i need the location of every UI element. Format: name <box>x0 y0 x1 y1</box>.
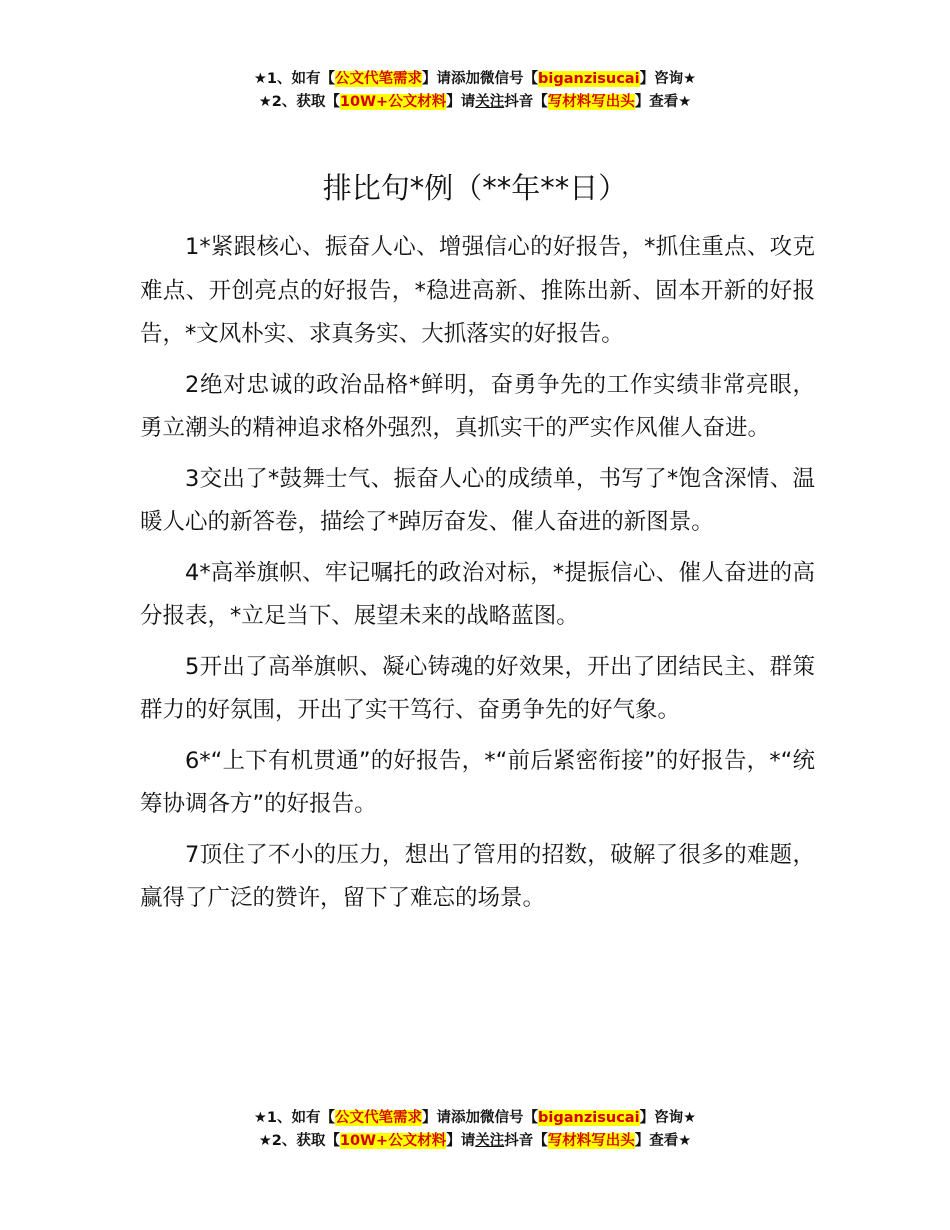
footer-line2-suffix: 】查看★ <box>634 1133 692 1149</box>
footer-banner <box>0 1107 950 1153</box>
footer-banner-line-2 <box>0 1130 950 1153</box>
header-line2-highlight-douyin: 写材料写出头 <box>547 94 635 110</box>
header-line2-middle-a: 】请 <box>446 94 476 110</box>
footer-line2-middle-a: 】请 <box>446 1133 476 1149</box>
header-line2-suffix: 】查看★ <box>634 94 692 110</box>
paragraph-6: 6*“上下有机贯通”的好报告，*“前后紧密衔接”的好报告，*“统筹协调各方”的好报告。 <box>140 747 815 817</box>
footer-banner-line-1 <box>0 1107 950 1130</box>
footer-line2-highlight-douyin: 写材料写出头 <box>547 1133 635 1149</box>
paragraph-2: 2绝对忠诚的政治品格*鲜明，奋勇争先的工作实绩非常亮眼，勇立潮头的精神追求格外强烈，真抓实干的严实作风催人奋进。 <box>140 371 815 441</box>
header-line2-underlined-follow: 关注 <box>475 94 505 110</box>
header-banner-line-1 <box>0 68 950 91</box>
footer-line1-middle: 】请添加微信号【 <box>422 1110 539 1126</box>
paragraph-4: 4*高举旗帜、牢记嘱托的政治对标，*提振信心、催人奋进的高分报表，*立足当下、展望未来的战略蓝图。 <box>140 559 815 629</box>
footer-line1-highlight-wechat-id: biganzisucai <box>538 1110 640 1126</box>
footer-line2-underlined-follow: 关注 <box>475 1133 505 1149</box>
paragraph-5: 5开出了高举旗帜、凝心铸魂的好效果，开出了团结民主、群策群力的好氛围，开出了实干笃行、奋勇争先的好气象。 <box>140 653 815 723</box>
header-line2-middle-b: 抖音【 <box>504 94 548 110</box>
header-line2-prefix: ★2、获取【 <box>258 94 340 110</box>
footer-line1-highlight-service: 公文代笔需求 <box>335 1110 423 1126</box>
document-body <box>140 226 815 928</box>
header-banner <box>0 68 950 114</box>
document-title: 排比句*例（**年**日） <box>322 171 628 205</box>
footer-line2-middle-b: 抖音【 <box>504 1133 548 1149</box>
paragraph-1: 1*紧跟核心、振奋人心、增强信心的好报告，*抓住重点、攻克难点、开创亮点的好报告，*稳进高新、推陈出新、固本开新的好报告，*文风朴实、求真务实、大抓落实的好报告。 <box>140 234 815 347</box>
header-banner-line-2 <box>0 91 950 114</box>
footer-line2-highlight-materials: 10W+公文材料 <box>339 1133 447 1149</box>
header-line2-highlight-materials: 10W+公文材料 <box>339 94 447 110</box>
header-line1-middle: 】请添加微信号【 <box>422 71 539 87</box>
header-line1-highlight-wechat-id: biganzisucai <box>538 71 640 87</box>
footer-line1-suffix: 】咨询★ <box>639 1110 697 1126</box>
paragraph-3: 3交出了*鼓舞士气、振奋人心的成绩单，书写了*饱含深情、温暖人心的新答卷，描绘了*踔厉奋发、催人奋进的新图景。 <box>140 465 815 535</box>
footer-line1-prefix: ★1、如有【 <box>253 1110 336 1126</box>
header-line1-suffix: 】咨询★ <box>639 71 697 87</box>
header-line1-highlight-service: 公文代笔需求 <box>335 71 423 87</box>
footer-line2-prefix: ★2、获取【 <box>258 1133 340 1149</box>
header-line1-prefix: ★1、如有【 <box>253 71 336 87</box>
paragraph-7: 7顶住了不小的压力，想出了管用的招数，破解了很多的难题，赢得了广泛的赞许，留下了难忘的场景。 <box>140 841 815 911</box>
